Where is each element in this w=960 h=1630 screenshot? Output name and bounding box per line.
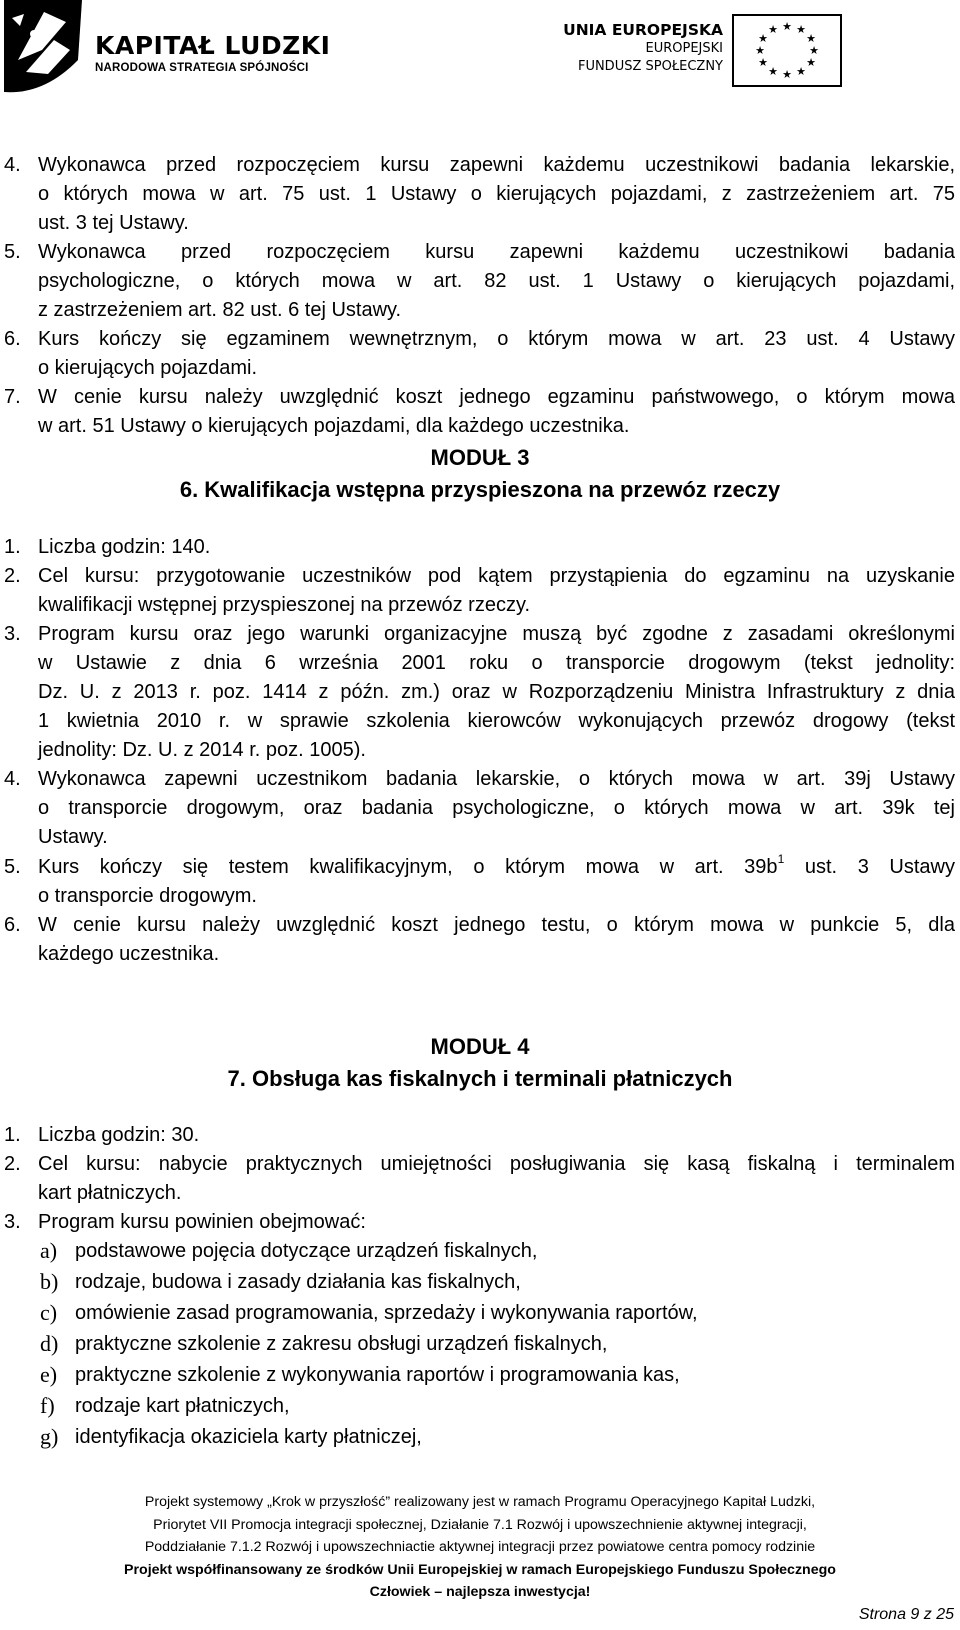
svg-text:★: ★ [806, 56, 816, 69]
footer-line: Poddziałanie 7.1.2 Rozwój i upowszechniactie aktywnej integracji przez powiatowe centra pomocy rodzinie [144, 1539, 816, 1555]
text-line: jednolity: Dz. U. z 2014 r. poz. 1005). [38, 739, 366, 761]
text-line: psychologiczne, o których mowa w art. 82 ust. 1 Ustawy o kierujących pojazdami, [38, 270, 955, 292]
kl-subtitle: NARODOWA STRATEGIA SPÓJNOŚCI [95, 62, 309, 74]
sub-item-text: praktyczne szkolenie z zakresu obsługi urządzeń fiskalnych, [75, 1333, 608, 1355]
module-4-title: 7. Obsługa kas fiskalnych i terminali płatniczych [227, 1066, 733, 1091]
item-number: 3. [4, 623, 21, 645]
text-line: ust. 3 tej Ustawy. [38, 212, 189, 234]
footer-line: Projekt systemowy „Krok w przyszłość” realizowany jest w ramach Programu Operacyjnego Kapitał Ludzki, [144, 1494, 816, 1510]
text-line: Kurs kończy się egzaminem wewnętrznym, o którym mowa w art. 23 ust. 4 Ustawy [38, 328, 955, 350]
item-number: 2. [4, 1153, 21, 1175]
text-line: Ustawy. [38, 826, 108, 848]
page-header [0, 0, 960, 110]
footer-line: Priorytet VII Promocja integracji społecznej, Działanie 7.1 Rozwój i upowszechnienie aktywnej integracji, [153, 1516, 807, 1533]
eu-line2: EUROPEJSKI [645, 41, 723, 56]
svg-text:★: ★ [758, 56, 768, 69]
text-line: Cel kursu: przygotowanie uczestników pod kątem przystąpienia do egzaminu na uzyskanie [38, 565, 955, 587]
text-line: W cenie kursu należy uwzględnić koszt jednego egzaminu państwowego, o którym mowa [38, 386, 955, 408]
item-number: 7. [4, 386, 21, 408]
text-line: kart płatniczych. [38, 1182, 182, 1204]
module-4-label: MODUŁ 4 [430, 1034, 530, 1059]
text-line: z zastrzeżeniem art. 82 ust. 6 tej Ustawy. [38, 299, 402, 321]
item-number: 4. [4, 768, 21, 790]
sub-item-letter: e) [40, 1362, 58, 1387]
text-line: w Ustawie z dnia 6 września 2001 roku o transporcie drogowym (tekst jednolity: [38, 652, 955, 674]
sub-item-text: identyfikacja okaziciela karty płatniczej, [75, 1426, 422, 1448]
kapital-ludzki-wordmark [95, 32, 330, 74]
kl-title: KAPITAŁ LUDZKI [95, 31, 331, 60]
text-line: o transporcie drogowym. [38, 885, 257, 907]
text-line: W cenie kursu należy uwzględnić koszt jednego testu, o którym mowa w punkcie 5, dla [38, 914, 955, 936]
text-segment: ust. 3 Ustawy [784, 856, 955, 878]
sub-item-letter: c) [40, 1300, 58, 1325]
kapital-ludzki-logo [0, 0, 340, 95]
item-number: 6. [4, 914, 21, 936]
svg-text:★: ★ [782, 20, 792, 33]
sub-item-text: omówienie zasad programowania, sprzedaży i wykonywania raportów, [75, 1302, 698, 1324]
svg-text:★: ★ [796, 65, 806, 78]
sub-item-letter: d) [40, 1331, 59, 1356]
text-segment: Kurs kończy się testem kwalifikacyjnym, o którym mowa w art. 39b [38, 856, 778, 878]
text-line: o transporcie drogowym, oraz badania psychologiczne, o których mowa w art. 39k tej [38, 797, 955, 819]
svg-text:★: ★ [796, 23, 806, 36]
item-number: 5. [4, 241, 21, 263]
module-3-label: MODUŁ 3 [430, 445, 530, 470]
text-line: Wykonawca zapewni uczestnikom badania lekarskie, o których mowa w art. 39j Ustawy [38, 768, 955, 790]
text-line: o których mowa w art. 75 ust. 1 Ustawy o kierujących pojazdami, z zastrzeżeniem art. 75 [38, 183, 955, 205]
eu-wordmark [555, 20, 723, 76]
item-number: 4. [4, 154, 21, 176]
text-line: Program kursu oraz jego warunki organizacyjne muszą być zgodne z zasadami określonymi [38, 623, 955, 645]
svg-text:★: ★ [782, 68, 792, 81]
text-line: każdego uczestnika. [38, 943, 220, 965]
text-line: o kierujących pojazdami. [38, 357, 257, 379]
text-line: 1 kwietnia 2010 r. w sprawie szkolenia kierowców wykonujących przewóz drogowy (tekst [38, 710, 955, 732]
sub-item-letter: g) [40, 1424, 59, 1449]
text-line: Liczba godzin: 30. [38, 1124, 200, 1146]
text-line: Dz. U. z 2013 r. poz. 1414 z późn. zm.) oraz w Rozporządzeniu Ministra Infrastruktury z dnia [38, 681, 955, 703]
sub-item-letter: a) [40, 1238, 58, 1263]
text-line: w art. 51 Ustawy o kierujących pojazdami, dla każdego uczestnika. [38, 415, 630, 437]
item-number: 1. [4, 536, 21, 558]
text-line [38, 852, 955, 879]
module-3-title: 6. Kwalifikacja wstępna przyspieszona na przewóz rzeczy [179, 477, 781, 502]
sub-item-text: praktyczne szkolenie z wykonywania raportów i programowania kas, [75, 1364, 680, 1386]
item-number: 2. [4, 565, 21, 587]
text-line: Program kursu powinien obejmować: [38, 1211, 366, 1233]
superscript: 1 [777, 852, 785, 867]
eu-line1: UNIA EUROPEJSKA [563, 21, 723, 39]
eu-efs-logo [555, 14, 955, 99]
svg-text:★: ★ [755, 44, 765, 57]
svg-text:★: ★ [768, 23, 778, 36]
svg-text:★: ★ [809, 44, 819, 57]
text-line: Wykonawca przed rozpoczęciem kursu zapewni każdemu uczestnikowi badania lekarskie, [38, 154, 955, 176]
sub-item-text: rodzaje kart płatniczych, [75, 1395, 290, 1417]
footer-line: Projekt współfinansowany ze środków Unii Europejskiej w ramach Europejskiego Funduszu Społecznego [124, 1561, 836, 1578]
svg-text:★: ★ [806, 32, 816, 45]
svg-text:★: ★ [758, 32, 768, 45]
text-line: kwalifikacji wstępnej przyspieszonej na przewóz rzeczy. [38, 594, 531, 616]
page-number: Strona 9 z 25 [858, 1606, 954, 1623]
svg-text:★: ★ [768, 65, 778, 78]
item-number: 6. [4, 328, 21, 350]
page-footer [0, 1491, 960, 1604]
text-line: Liczba godzin: 140. [38, 536, 211, 558]
eu-line3: FUNDUSZ SPOŁECZNY [577, 59, 723, 74]
sub-item-letter: f) [40, 1393, 55, 1418]
item-number: 5. [4, 856, 21, 878]
item-number: 1. [4, 1124, 21, 1146]
item-number: 3. [4, 1211, 21, 1233]
text-line: Cel kursu: nabycie praktycznych umiejętności posługiwania się kasą fiskalną i terminalem [38, 1153, 955, 1175]
sub-item-text: podstawowe pojęcia dotyczące urządzeń fiskalnych, [75, 1240, 538, 1262]
sub-item-text: rodzaje, budowa i zasady działania kas fiskalnych, [75, 1271, 521, 1293]
text-line: Wykonawca przed rozpoczęciem kursu zapewni każdemu uczestnikowi badania [38, 241, 955, 263]
eu-flag-icon [732, 14, 842, 87]
kapital-ludzki-emblem-icon [4, 0, 84, 95]
sub-item-letter: b) [40, 1269, 59, 1294]
footer-slogan: Człowiek – najlepsza inwestycja! [369, 1584, 591, 1600]
